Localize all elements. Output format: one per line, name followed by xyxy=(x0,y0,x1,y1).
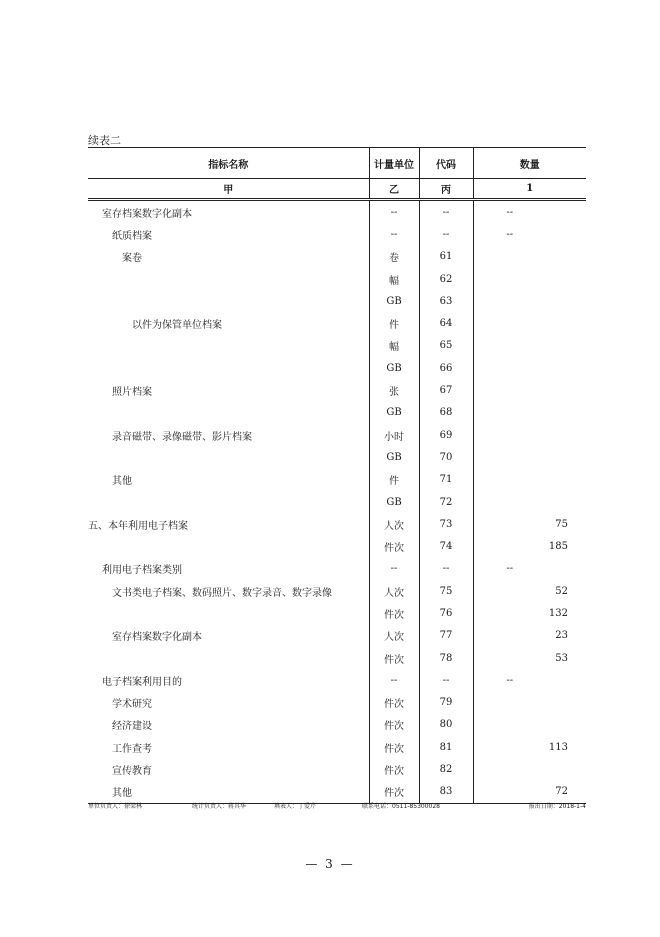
row-code: 78 xyxy=(419,647,473,669)
row-quantity: 52 xyxy=(473,580,586,602)
row-quantity xyxy=(473,424,586,446)
row-code: 82 xyxy=(419,758,473,780)
table-row xyxy=(88,446,586,468)
table-row xyxy=(88,692,586,714)
row-unit: GB xyxy=(369,290,419,312)
row-code: 70 xyxy=(419,446,473,468)
row-unit: 小时 xyxy=(369,424,419,446)
table-row xyxy=(88,200,586,224)
row-code: 63 xyxy=(419,290,473,312)
table-row xyxy=(88,268,586,290)
row-unit: -- xyxy=(369,200,419,224)
row-code: 67 xyxy=(419,379,473,401)
row-quantity xyxy=(473,469,586,491)
table-row xyxy=(88,714,586,736)
row-quantity xyxy=(473,758,586,780)
row-name: 录音磁带、录像磁带、影片档案 xyxy=(112,431,252,443)
row-quantity xyxy=(473,246,586,268)
row-unit: GB xyxy=(369,446,419,468)
table-body xyxy=(88,200,586,804)
row-unit: 人次 xyxy=(369,513,419,535)
row-name: 学术研究 xyxy=(112,699,152,711)
table-row xyxy=(88,758,586,780)
row-unit: GB xyxy=(369,357,419,379)
row-code: 64 xyxy=(419,312,473,334)
row-code: -- xyxy=(419,223,473,245)
row-quantity xyxy=(473,491,586,513)
row-code: 81 xyxy=(419,736,473,758)
row-unit: 件次 xyxy=(369,647,419,669)
row-quantity: 53 xyxy=(473,647,586,669)
table-row xyxy=(88,558,586,580)
row-unit: 件次 xyxy=(369,535,419,557)
row-quantity xyxy=(473,402,586,424)
row-name: 其他 xyxy=(88,781,369,804)
report-date: 报出日期：2018-1-4 xyxy=(528,803,586,810)
row-name: 工作查考 xyxy=(112,743,152,755)
row-quantity: 23 xyxy=(473,625,586,647)
row-code: 69 xyxy=(419,424,473,446)
row-quantity: 185 xyxy=(473,535,586,557)
table-row xyxy=(88,513,586,535)
table-row xyxy=(88,736,586,758)
row-name xyxy=(88,357,369,379)
subheader-code: 丙 xyxy=(419,179,473,200)
table-row xyxy=(88,580,586,602)
row-quantity xyxy=(473,312,586,334)
table-row xyxy=(88,357,586,379)
row-code: -- xyxy=(419,200,473,224)
row-name xyxy=(88,268,369,290)
row-code: 76 xyxy=(419,602,473,624)
row-unit: -- xyxy=(369,223,419,245)
row-name xyxy=(88,446,369,468)
table-row xyxy=(88,335,586,357)
table-subheader-row xyxy=(88,179,586,200)
row-name xyxy=(88,335,369,357)
row-unit: -- xyxy=(369,669,419,691)
row-quantity xyxy=(473,446,586,468)
contact-phone: 联系电话：0511-85300028 xyxy=(362,803,440,810)
subheader-name: 甲 xyxy=(88,179,369,200)
row-code: 79 xyxy=(419,692,473,714)
row-name: 宣传教育 xyxy=(112,766,152,778)
row-code: 62 xyxy=(419,268,473,290)
row-quantity: -- xyxy=(473,200,586,224)
row-name: 纸质档案 xyxy=(112,230,152,242)
row-unit: 人次 xyxy=(369,580,419,602)
row-quantity: 72 xyxy=(473,781,586,804)
row-unit: 幅 xyxy=(369,335,419,357)
table-row xyxy=(88,491,586,513)
unit-head: 单位负责人：徐梁林 xyxy=(88,803,143,810)
row-code: -- xyxy=(419,669,473,691)
row-code: 71 xyxy=(419,469,473,491)
row-name xyxy=(88,535,369,557)
page-number: — 3 — xyxy=(305,857,355,871)
row-unit: 幅 xyxy=(369,268,419,290)
row-name xyxy=(88,602,369,624)
row-name: 照片档案 xyxy=(112,387,152,399)
row-unit: GB xyxy=(369,491,419,513)
header-indicator-name: 指标名称 xyxy=(88,148,369,179)
row-code: 83 xyxy=(419,781,473,804)
row-code: 77 xyxy=(419,625,473,647)
row-code: 65 xyxy=(419,335,473,357)
row-quantity: 113 xyxy=(473,736,586,758)
row-code: 75 xyxy=(419,580,473,602)
table-row xyxy=(88,535,586,557)
row-unit: 人次 xyxy=(369,625,419,647)
statistics-table xyxy=(88,147,586,804)
row-unit: 件次 xyxy=(369,736,419,758)
table-header-row xyxy=(88,148,586,179)
table-row xyxy=(88,379,586,401)
row-unit: 卷 xyxy=(369,246,419,268)
row-code: 80 xyxy=(419,714,473,736)
row-unit: 件次 xyxy=(369,602,419,624)
table-row xyxy=(88,469,586,491)
row-quantity xyxy=(473,714,586,736)
row-code: 72 xyxy=(419,491,473,513)
row-unit: 件 xyxy=(369,312,419,334)
row-code: 61 xyxy=(419,246,473,268)
row-quantity xyxy=(473,357,586,379)
stat-head: 统计负责人：蒋其华 xyxy=(192,803,247,810)
row-unit: 件次 xyxy=(369,758,419,780)
row-code: 73 xyxy=(419,513,473,535)
header-code: 代码 xyxy=(419,148,473,179)
filler: 填表人：丁爱芹 xyxy=(274,803,317,810)
row-name: 其他 xyxy=(112,476,132,488)
continuation-label: 续表二 xyxy=(88,134,121,147)
row-quantity xyxy=(473,268,586,290)
row-name: 室存档案数字化副本 xyxy=(112,632,202,644)
row-quantity xyxy=(473,290,586,312)
row-unit: -- xyxy=(369,558,419,580)
table-row xyxy=(88,669,586,691)
table-row xyxy=(88,402,586,424)
row-unit: 张 xyxy=(369,379,419,401)
row-code: 68 xyxy=(419,402,473,424)
row-quantity xyxy=(473,335,586,357)
row-code: -- xyxy=(419,558,473,580)
header-quantity: 数量 xyxy=(473,148,586,179)
row-name xyxy=(88,647,369,669)
signature-footer xyxy=(88,801,586,813)
table-row xyxy=(88,602,586,624)
row-name: 五、本年利用电子档案 xyxy=(88,520,188,532)
row-name xyxy=(88,290,369,312)
row-quantity xyxy=(473,692,586,714)
row-quantity: -- xyxy=(473,223,586,245)
row-unit: 件 xyxy=(369,469,419,491)
row-name: 以件为保管单位档案 xyxy=(132,320,222,332)
row-code: 74 xyxy=(419,535,473,557)
subheader-quantity: 1 xyxy=(473,179,586,200)
row-name: 经济建设 xyxy=(112,721,152,733)
table-row xyxy=(88,246,586,268)
row-name xyxy=(88,402,369,424)
row-name: 文书类电子档案、数码照片、数字录音、数字录像 xyxy=(112,587,332,599)
row-quantity: -- xyxy=(473,669,586,691)
subheader-unit: 乙 xyxy=(369,179,419,200)
row-unit: 件次 xyxy=(369,714,419,736)
row-quantity xyxy=(473,379,586,401)
row-quantity: -- xyxy=(473,558,586,580)
table-row xyxy=(88,290,586,312)
table-row xyxy=(88,647,586,669)
row-quantity: 132 xyxy=(473,602,586,624)
row-name: 案卷 xyxy=(122,253,142,265)
table-row xyxy=(88,424,586,446)
row-unit: 件次 xyxy=(369,781,419,804)
row-unit: 件次 xyxy=(369,692,419,714)
table-row xyxy=(88,625,586,647)
row-quantity: 75 xyxy=(473,513,586,535)
row-name xyxy=(88,491,369,513)
table-row xyxy=(88,223,586,245)
row-unit: GB xyxy=(369,402,419,424)
table-row xyxy=(88,312,586,334)
header-unit: 计量单位 xyxy=(369,148,419,179)
row-name: 电子档案利用目的 xyxy=(102,676,182,688)
row-name: 利用电子档案类别 xyxy=(102,565,182,577)
row-code: 66 xyxy=(419,357,473,379)
row-name: 室存档案数字化副本 xyxy=(102,208,192,220)
